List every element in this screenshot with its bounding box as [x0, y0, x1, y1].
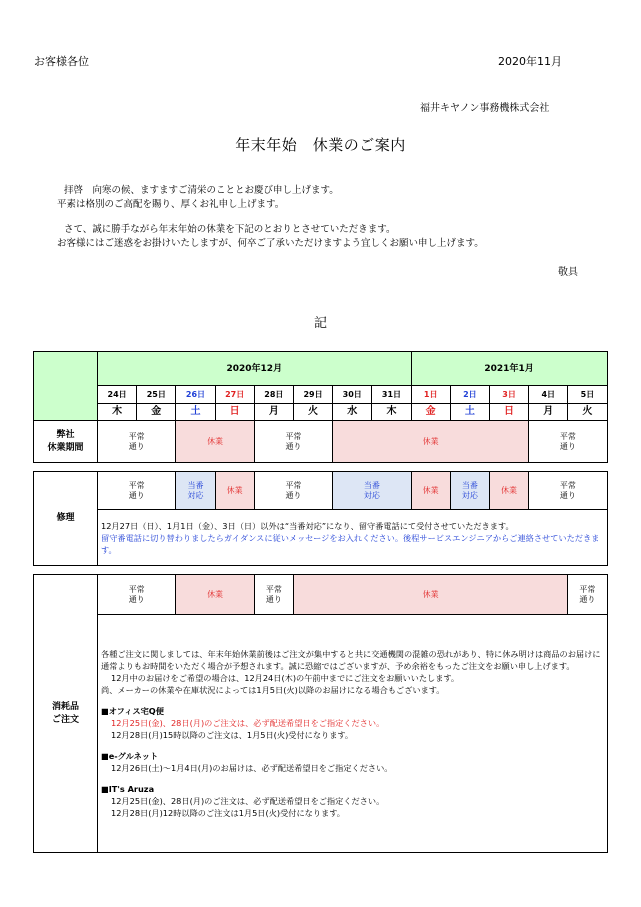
repair-note-line-1: 12月27日（日）、1月1日（金）、3日（日）以外は“当番対応”になり、留守番電話にて受付させていただきます。	[101, 520, 514, 531]
gurunet-line-1: 12月26日(土)～1月4日(月)のお届けは、必ず配送希望日をご指定ください。	[111, 763, 393, 773]
status-closed: 休業	[411, 472, 450, 510]
closing-keigu: 敬具	[558, 267, 578, 278]
repair-note-line-2: 留守番電話に切り替わりましたらガイダンスに従いメッセージをお入れください。後程サービスエンジニアからご連絡させていただきます。	[101, 532, 600, 555]
intro-line-2: 平素は格別のご高配を賜り、厚くお礼申し上げます。	[57, 199, 285, 210]
date-cell: 1日	[411, 386, 450, 404]
weekday-cell: 土	[450, 404, 489, 421]
weekday-cell: 月	[529, 404, 568, 421]
date-cell: 26日	[176, 386, 215, 404]
status-normal: 平常 通り	[254, 575, 293, 615]
date-cell: 29日	[293, 386, 332, 404]
date-cell: 25日	[137, 386, 176, 404]
ki-heading: 記	[313, 316, 327, 331]
row-spacer	[34, 566, 608, 575]
status-normal: 平常 通り	[98, 575, 176, 615]
month-january: 2021年1月	[411, 352, 607, 386]
addressee: お客様各位	[34, 55, 89, 68]
status-closed: 休業	[293, 575, 567, 615]
row-spacer	[34, 463, 608, 472]
status-closed: 休業	[176, 421, 254, 463]
consumables-note	[98, 615, 608, 853]
status-normal: 平常 通り	[529, 472, 607, 510]
weekday-cell: 木	[372, 404, 411, 421]
status-closed: 休業	[176, 575, 254, 615]
status-duty: 当番 対応	[333, 472, 411, 510]
weekday-cell: 金	[137, 404, 176, 421]
date-cell: 24日	[98, 386, 137, 404]
row-label-consumables: 消耗品 ご注文	[34, 575, 98, 853]
weekday-cell: 土	[176, 404, 215, 421]
issue-date: 2020年11月	[498, 55, 562, 68]
intro-line-4: お客様にはご迷惑をお掛けいたしますが、何卒ご了承いただけますよう宜しくお願い申し上げます。	[57, 238, 484, 249]
status-closed: 休業	[215, 472, 254, 510]
status-closed: 休業	[333, 421, 529, 463]
status-closed: 休業	[489, 472, 528, 510]
weekday-cell: 月	[254, 404, 293, 421]
intro-line-1: 拝啓 向寒の候、ますますご清栄のこととお慶び申し上げます。	[64, 185, 339, 196]
holiday-schedule-table	[33, 351, 608, 853]
weekday-cell: 日	[489, 404, 528, 421]
date-row	[34, 386, 608, 404]
date-cell: 4日	[529, 386, 568, 404]
aruza-line-2: 12月28日(月)12時以降のご注文は1月5日(火)受付になります。	[111, 808, 345, 818]
weekday-cell: 金	[411, 404, 450, 421]
weekday-cell: 水	[333, 404, 372, 421]
status-duty: 当番 対応	[450, 472, 489, 510]
date-cell: 3日	[489, 386, 528, 404]
date-cell: 28日	[254, 386, 293, 404]
weekday-cell: 火	[568, 404, 607, 421]
date-cell: 5日	[568, 386, 607, 404]
corner-cell	[34, 352, 98, 421]
weekday-cell: 日	[215, 404, 254, 421]
repair-note	[98, 510, 608, 566]
date-cell: 27日	[215, 386, 254, 404]
weekday-cell: 火	[293, 404, 332, 421]
consumables-para-2: 12月中のお届けをご希望の場合は、12月24日(木)の午前中までにご注文をお願いいたします。	[111, 673, 460, 683]
section-e-gurunet: ■e-グルネット	[101, 751, 159, 761]
section-office-takyubin: ■オフィス宅Q便	[101, 706, 164, 716]
status-normal: 平常 通り	[254, 421, 332, 463]
company-name: 福井キヤノン事務機株式会社	[420, 103, 550, 114]
takyubin-line-2: 12月28日(月)15時以降のご注文は、1月5日(火)受付になります。	[111, 730, 354, 740]
section-its-aruza: ■IT's Aruza	[101, 784, 155, 794]
consumables-para-3: 尚、メーカーの休業や在庫状況によっては1月5日(火)以降のお届けになる場合もございます。	[101, 685, 445, 695]
date-cell: 31日	[372, 386, 411, 404]
takyubin-line-1: 12月25日(金)、28日(月)のご注文は、必ず配送希望日をご指定ください。	[111, 718, 385, 728]
page-title: 年末年始 休業のご案内	[235, 136, 406, 154]
consumables-para-1: 各種ご注文に関しましては、年末年始休業前後はご注文が集中すると共に交通機関の混雑の恐れがあり、特に休み明けは商品のお届けに通常よりもお時間をいただく場合が予想されます。誠に恐縮ではございますが、予め余裕をもったご注文をお願い申し上げます。	[101, 649, 601, 671]
status-normal: 平常 通り	[568, 575, 607, 615]
date-cell: 30日	[333, 386, 372, 404]
row-label-repair: 修理	[34, 472, 98, 566]
status-normal: 平常 通り	[529, 421, 607, 463]
row-label-office: 弊社 休業期間	[34, 421, 98, 463]
aruza-line-1: 12月25日(金)、28日(月)のご注文は、必ず配送希望日をご指定ください。	[111, 796, 385, 806]
weekday-row	[34, 404, 608, 421]
status-normal: 平常 通り	[98, 421, 176, 463]
status-normal: 平常 通り	[98, 472, 176, 510]
weekday-cell: 木	[98, 404, 137, 421]
status-normal: 平常 通り	[254, 472, 332, 510]
date-cell: 2日	[450, 386, 489, 404]
status-duty: 当番 対応	[176, 472, 215, 510]
intro-line-3: さて、誠に勝手ながら年末年始の休業を下記のとおりとさせていただきます。	[64, 224, 396, 235]
month-december: 2020年12月	[98, 352, 412, 386]
